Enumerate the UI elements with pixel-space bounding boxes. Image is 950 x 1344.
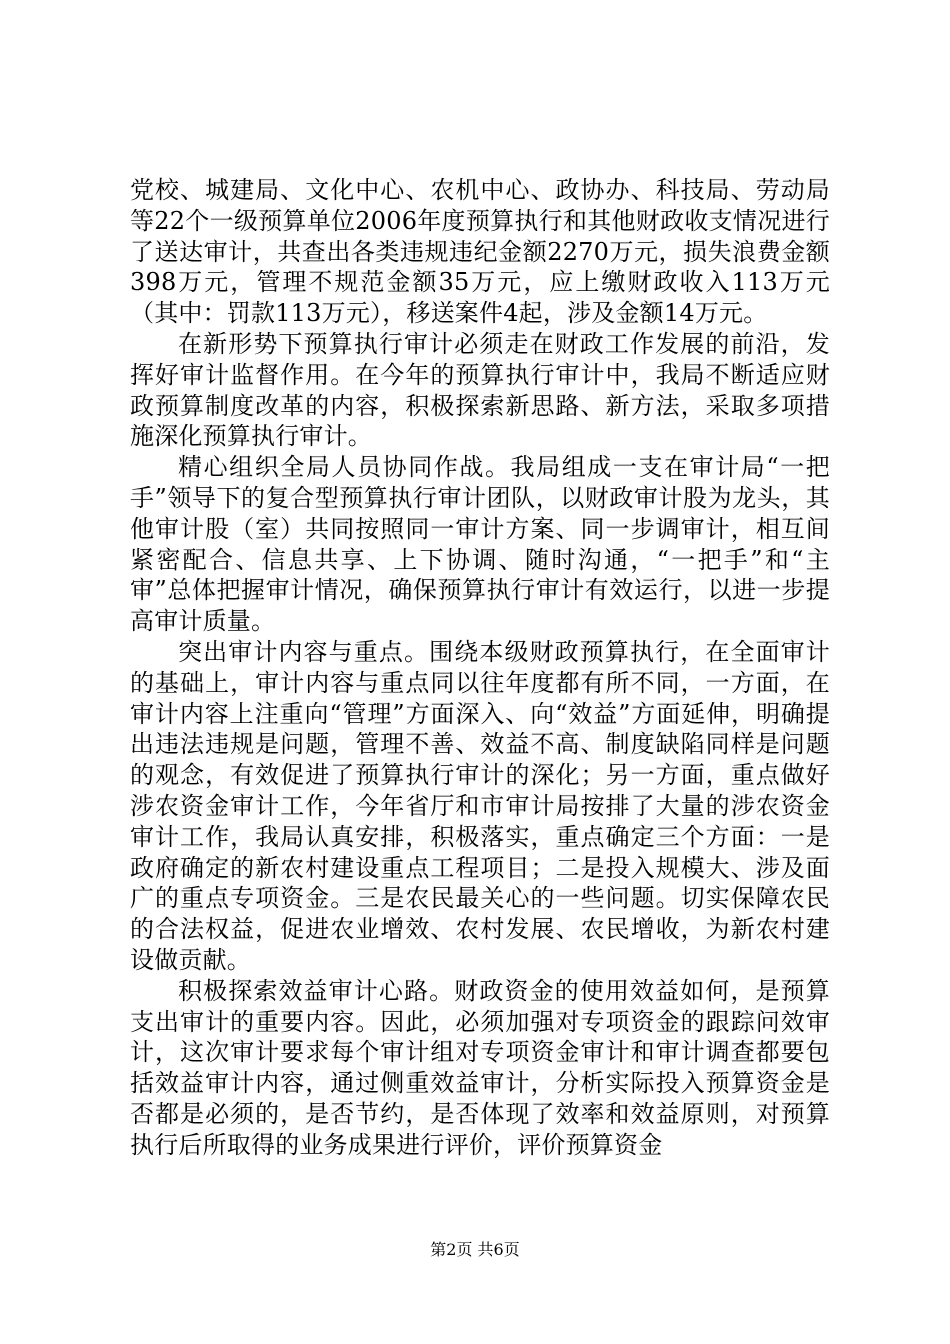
- paragraph-1: 党校、城建局、文化中心、农机中心、政协办、科技局、劳动局等22个一级预算单位2006年度预算执行和其他财政收支情况进行了送达审计，共查出各类违规违纪金额2270万元，损失浪费金额398万元，管理不规范金额35万元，应上缴财政收入113万元（其中：罚款113万元），移送案件4起，涉及金额14万元。: [130, 176, 830, 328]
- paragraph-2: 在新形势下预算执行审计必须走在财政工作发展的前沿，发挥好审计监督作用。在今年的预算执行审计中，我局不断适应财政预算制度改革的内容，积极探索新思路、新方法，采取多项措施深化预算执行审计。: [130, 329, 830, 451]
- paragraph-4: 突出审计内容与重点。围绕本级财政预算执行，在全面审计的基础上，审计内容与重点同以往年度都有所不同，一方面，在审计内容上注重向“管理”方面深入、向“效益”方面延伸，明确提出违法违规是问题，管理不善、效益不高、制度缺陷同样是问题的观念，有效促进了预算执行审计的深化；另一方面，重点做好涉农资金审计工作，今年省厅和市审计局按排了大量的涉农资金审计工作，我局认真安排，积极落实，重点确定三个方面：一是政府确定的新农村建设重点工程项目；二是投入规模大、涉及面广的重点专项资金。三是农民最关心的一些问题。切实保障农民的合法权益，促进农业增效、农村发展、农民增收，为新农村建设做贡献。: [130, 637, 830, 974]
- document-body: [130, 175, 830, 1161]
- page-number-footer: 第2页 共6页: [430, 1240, 520, 1259]
- paragraph-5: 积极探索效益审计心路。财政资金的使用效益如何，是预算支出审计的重要内容。因此，必须加强对专项资金的跟踪问效审计，这次审计要求每个审计组对专项资金审计和审计调查都要包括效益审计内容，通过侧重效益审计，分析实际投入预算资金是否都是必须的，是否节约，是否体现了效率和效益原则，对预算执行后所取得的业务成果进行评价，评价预算资金: [130, 976, 830, 1159]
- paragraph-3: 精心组织全局人员协同作战。我局组成一支在审计局“一把手”领导下的复合型预算执行审计团队，以财政审计股为龙头，其他审计股（室）共同按照同一审计方案、同一步调审计，相互间紧密配合、信息共享、上下协调、随时沟通，“一把手”和“主审”总体把握审计情况，确保预算执行审计有效运行，以进一步提高审计质量。: [130, 453, 830, 636]
